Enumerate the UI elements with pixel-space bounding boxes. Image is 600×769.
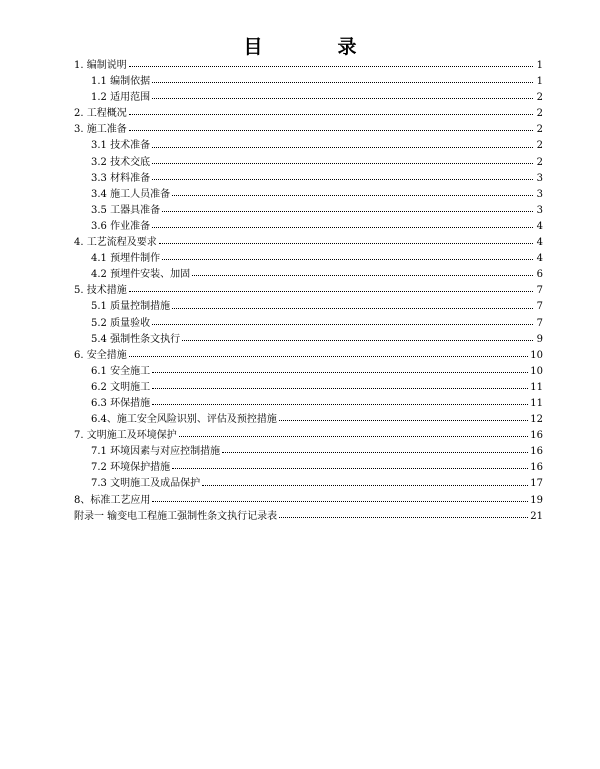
toc-entry[interactable]	[74, 509, 543, 525]
toc-entry-label: 3. 施工准备	[74, 124, 127, 136]
toc-dot-leader	[182, 339, 533, 341]
toc-entry-page-number: 4	[536, 220, 543, 232]
toc-entry[interactable]	[74, 122, 543, 138]
toc-dot-leader	[192, 274, 533, 276]
toc-entry-page-number: 11	[530, 397, 543, 409]
toc-entry-page-number: 7	[536, 285, 543, 297]
toc-entry-label: 1. 编制说明	[74, 60, 127, 71]
toc-entry-label: 1.2 适用范围	[91, 92, 151, 104]
toc-entry-page-number: 16	[530, 446, 543, 458]
toc-entry-label: 7.2 环境保护措施	[91, 462, 171, 474]
page-title: 目 录	[243, 36, 385, 58]
toc-dot-leader	[279, 419, 528, 421]
toc-entry[interactable]	[74, 299, 543, 315]
toc-entry[interactable]	[74, 251, 543, 267]
toc-entry-page-number: 3	[536, 172, 543, 184]
toc-entry-label: 6.1 安全施工	[91, 365, 151, 377]
toc-entry-page-number: 7	[536, 317, 543, 329]
toc-dot-leader	[172, 467, 528, 469]
table-of-contents	[74, 58, 543, 525]
toc-entry-page-number: 17	[530, 478, 543, 490]
toc-dot-leader	[152, 323, 533, 325]
toc-entry-label: 2. 工程概况	[74, 108, 127, 120]
toc-entry-label: 3.5 工器具准备	[91, 204, 161, 216]
toc-entry[interactable]	[74, 138, 543, 154]
toc-entry[interactable]	[74, 58, 543, 74]
toc-entry[interactable]	[74, 460, 543, 476]
toc-entry-label: 3.1 技术准备	[91, 140, 151, 152]
toc-entry-label: 7.3 文明施工及成品保护	[91, 478, 201, 490]
toc-dot-leader	[129, 113, 533, 115]
toc-entry[interactable]	[74, 74, 543, 90]
toc-entry-label: 附录一 输变电工程施工强制性条文执行记录表	[74, 510, 278, 522]
toc-entry-page-number: 2	[536, 92, 543, 104]
toc-entry-label: 3.2 技术交底	[91, 156, 151, 168]
toc-entry[interactable]	[74, 90, 543, 106]
toc-entry-page-number: 19	[530, 494, 543, 506]
toc-entry-page-number: 2	[536, 108, 543, 120]
toc-dot-leader	[152, 162, 533, 164]
toc-entry-label: 1.1 编制依据	[91, 76, 151, 88]
toc-entry-page-number: 21	[530, 510, 543, 522]
toc-dot-leader	[222, 451, 528, 453]
toc-entry-page-number: 4	[536, 253, 543, 265]
toc-entry[interactable]	[74, 348, 543, 364]
toc-entry-page-number: 1	[536, 76, 543, 88]
toc-entry-page-number: 12	[530, 414, 543, 426]
toc-entry-label: 5.4 强制性条文执行	[91, 333, 181, 345]
toc-entry-label: 5. 技术措施	[74, 285, 127, 297]
toc-dot-leader	[152, 81, 533, 83]
toc-entry[interactable]	[74, 380, 543, 396]
toc-dot-leader	[152, 371, 528, 373]
toc-entry-label: 7. 文明施工及环境保护	[74, 430, 177, 442]
toc-entry-page-number: 3	[536, 204, 543, 216]
toc-entry-page-number: 16	[530, 462, 543, 474]
toc-entry-label: 3.3 材料准备	[91, 172, 151, 184]
toc-entry[interactable]	[74, 332, 543, 348]
toc-dot-leader	[129, 290, 533, 292]
toc-dot-leader	[152, 387, 528, 389]
toc-entry-label: 4.1 预埋件制作	[91, 253, 161, 265]
toc-entry-label: 6.3 环保措施	[91, 397, 151, 409]
toc-entry[interactable]	[74, 428, 543, 444]
toc-entry-label: 6. 安全措施	[74, 349, 127, 361]
toc-dot-leader	[152, 146, 533, 148]
toc-entry-label: 5.2 质量验收	[91, 317, 151, 329]
toc-entry-label: 4.2 预埋件安装、加固	[91, 269, 191, 281]
toc-entry[interactable]	[74, 219, 543, 235]
toc-entry-label: 3.6 作业准备	[91, 220, 151, 232]
toc-dot-leader	[129, 129, 533, 131]
toc-entry-page-number: 4	[536, 237, 543, 249]
toc-entry[interactable]	[74, 187, 543, 203]
toc-entry-page-number: 6	[536, 269, 543, 281]
toc-entry-label: 4. 工艺流程及要求	[74, 237, 157, 249]
toc-entry[interactable]	[74, 476, 543, 492]
toc-entry-page-number: 2	[536, 124, 543, 136]
toc-dot-leader	[172, 194, 533, 196]
toc-entry-label: 6.2 文明施工	[91, 381, 151, 393]
toc-entry-page-number: 7	[536, 301, 543, 313]
toc-entry[interactable]	[74, 412, 543, 428]
toc-entry[interactable]	[74, 171, 543, 187]
toc-entry-page-number: 2	[536, 140, 543, 152]
toc-dot-leader	[152, 178, 533, 180]
toc-entry[interactable]	[74, 493, 543, 509]
toc-dot-leader	[152, 97, 533, 99]
toc-dot-leader	[162, 210, 533, 212]
toc-dot-leader	[179, 435, 529, 437]
toc-entry[interactable]	[74, 283, 543, 299]
toc-entry-page-number: 11	[530, 381, 543, 393]
toc-entry[interactable]	[74, 203, 543, 219]
toc-entry-label: 3.4 施工人员准备	[91, 188, 171, 200]
toc-entry-label: 8、标准工艺应用	[74, 494, 151, 506]
toc-entry[interactable]	[74, 155, 543, 171]
toc-entry-page-number: 9	[536, 333, 543, 345]
toc-entry-page-number: 16	[530, 430, 543, 442]
toc-entry[interactable]	[74, 106, 543, 122]
toc-entry[interactable]	[74, 316, 543, 332]
toc-dot-leader	[159, 242, 533, 244]
toc-dot-leader	[279, 516, 528, 518]
toc-entry-page-number: 10	[530, 365, 543, 377]
toc-entry[interactable]	[74, 444, 543, 460]
toc-entry-page-number: 3	[536, 188, 543, 200]
toc-dot-leader	[172, 307, 533, 309]
toc-dot-leader	[152, 403, 528, 405]
toc-dot-leader	[162, 258, 533, 260]
toc-entry-page-number: 2	[536, 156, 543, 168]
toc-entry[interactable]	[74, 235, 543, 251]
toc-entry[interactable]	[74, 396, 543, 412]
toc-entry[interactable]	[74, 267, 543, 283]
toc-entry-label: 6.4、施工安全风险识别、评估及预控措施	[91, 414, 277, 426]
toc-entry-page-number: 10	[530, 349, 543, 361]
toc-entry-label: 7.1 环境因素与对应控制措施	[91, 446, 221, 458]
toc-dot-leader	[202, 484, 528, 486]
toc-dot-leader	[129, 65, 533, 67]
toc-entry[interactable]	[74, 364, 543, 380]
toc-entry-page-number: 1	[536, 60, 543, 71]
toc-dot-leader	[152, 226, 533, 228]
toc-dot-leader	[129, 355, 529, 357]
toc-dot-leader	[152, 500, 528, 502]
toc-entry-label: 5.1 质量控制措施	[91, 301, 171, 313]
